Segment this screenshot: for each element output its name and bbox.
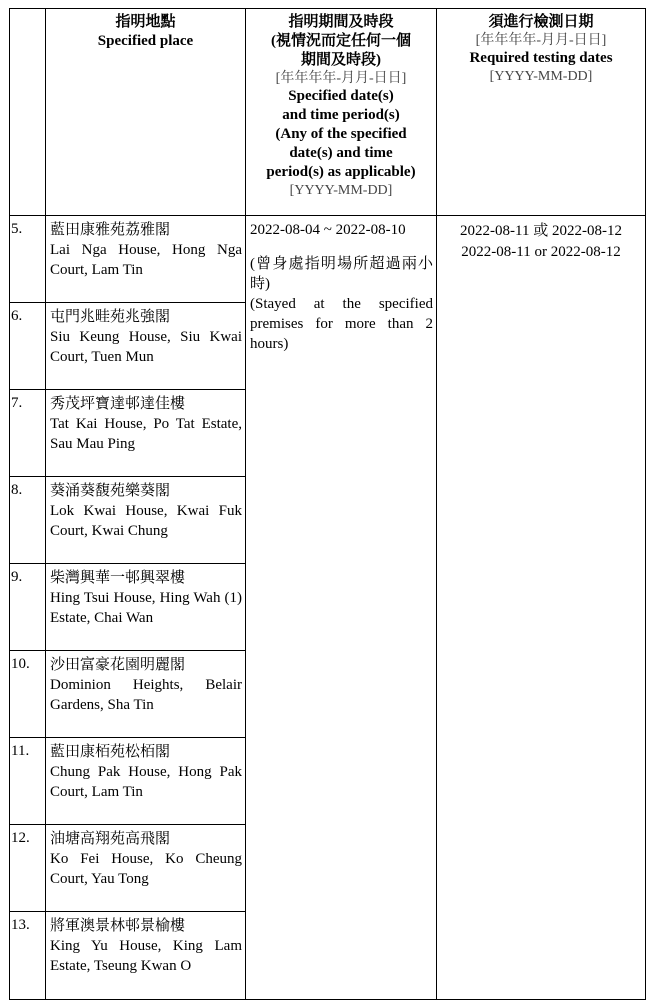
place-name-zh: 屯門兆畦苑兆強閣 <box>50 309 171 325</box>
place-name-en: Lok Kwai House, Kwai Fuk Court, Kwai Chung <box>50 503 242 539</box>
place-name-en: Tat Kai House, Po Tat Estate, Sau Mau Ping <box>50 416 242 452</box>
row-number: 5. <box>10 216 46 303</box>
header-testing-cell <box>437 9 646 216</box>
header-place-cell <box>46 9 246 216</box>
period-note-en: (Stayed at the specified premises for more than 2 hours) <box>250 296 433 352</box>
place-cell <box>46 825 246 912</box>
place-name-zh: 沙田富豪花園明麗閣 <box>50 657 186 673</box>
place-name-zh: 藍田康雅苑荔雅閣 <box>50 222 171 238</box>
place-name-zh: 將軍澳景林邨景榆樓 <box>50 918 186 934</box>
period-cell <box>246 216 437 1000</box>
period-note-zh: (曾身處指明場所超過兩小時) <box>250 256 433 292</box>
place-cell <box>46 564 246 651</box>
place-cell <box>46 738 246 825</box>
header-period-cell <box>246 9 437 216</box>
header-row <box>10 9 646 216</box>
specified-places-table <box>9 8 646 1000</box>
place-name-en: Chung Pak House, Hong Pak Court, Lam Tin <box>50 764 242 800</box>
table-row <box>10 216 646 303</box>
header-period-format-zh: [年年年年-月月-日日] <box>275 71 407 86</box>
header-place-zh: 指明地點 <box>115 14 176 30</box>
header-period-en-line1: Specified date(s) <box>288 88 394 104</box>
place-name-zh: 葵涌葵馥苑樂葵閣 <box>50 483 171 499</box>
header-testing-en: Required testing dates <box>469 50 613 66</box>
header-period-zh-line3: 期間及時段) <box>301 52 381 68</box>
header-testing-format-zh: [年年年年-月月-日日] <box>475 33 607 48</box>
row-number: 7. <box>10 390 46 477</box>
place-name-en: Lai Nga House, Hong Nga Court, Lam Tin <box>50 242 242 278</box>
header-period-zh-line1: 指明期間及時段 <box>288 14 394 30</box>
place-name-zh: 藍田康栢苑松栢閣 <box>50 744 171 760</box>
row-number: 11. <box>10 738 46 825</box>
testing-dates-en: 2022-08-11 or 2022-08-12 <box>461 244 621 260</box>
place-name-en: King Yu House, King Lam Estate, Tseung Kwan O <box>50 938 242 974</box>
place-cell <box>46 303 246 390</box>
header-period-format-en: [YYYY-MM-DD] <box>289 183 393 198</box>
header-period-en-line3: (Any of the specified <box>275 126 407 142</box>
row-number: 8. <box>10 477 46 564</box>
place-cell <box>46 651 246 738</box>
place-name-en: Ko Fei House, Ko Cheung Court, Yau Tong <box>50 851 242 887</box>
testing-dates-cell <box>437 216 646 1000</box>
row-number: 9. <box>10 564 46 651</box>
place-cell <box>46 216 246 303</box>
header-period-zh-line2: (視情況而定任何一個 <box>271 33 411 49</box>
header-testing-zh: 須進行檢測日期 <box>488 14 594 30</box>
header-number-cell <box>10 9 46 216</box>
header-testing-format-en: [YYYY-MM-DD] <box>489 69 593 84</box>
header-period-en-line2: and time period(s) <box>282 107 400 123</box>
place-name-en: Siu Keung House, Siu Kwai Court, Tuen Mun <box>50 329 242 365</box>
header-period-en-line4: date(s) and time <box>289 145 393 161</box>
header-place-en: Specified place <box>97 33 194 49</box>
row-number: 13. <box>10 912 46 1000</box>
period-dates: 2022-08-04 ~ 2022-08-10 <box>250 222 406 238</box>
row-number: 6. <box>10 303 46 390</box>
row-number: 10. <box>10 651 46 738</box>
place-name-en: Dominion Heights, Belair Gardens, Sha Tin <box>50 677 242 713</box>
testing-dates-zh: 2022-08-11 或 2022-08-12 <box>460 223 622 239</box>
place-name-zh: 油塘高翔苑高飛閣 <box>50 831 171 847</box>
row-number: 12. <box>10 825 46 912</box>
place-cell <box>46 390 246 477</box>
place-cell <box>46 912 246 1000</box>
place-name-en: Hing Tsui House, Hing Wah (1) Estate, Chai Wan <box>50 590 242 626</box>
place-cell <box>46 477 246 564</box>
header-period-en-line5: period(s) as applicable) <box>266 164 416 180</box>
place-name-zh: 柴灣興華一邨興翠樓 <box>50 570 186 586</box>
place-name-zh: 秀茂坪寶達邨達佳樓 <box>50 396 186 412</box>
